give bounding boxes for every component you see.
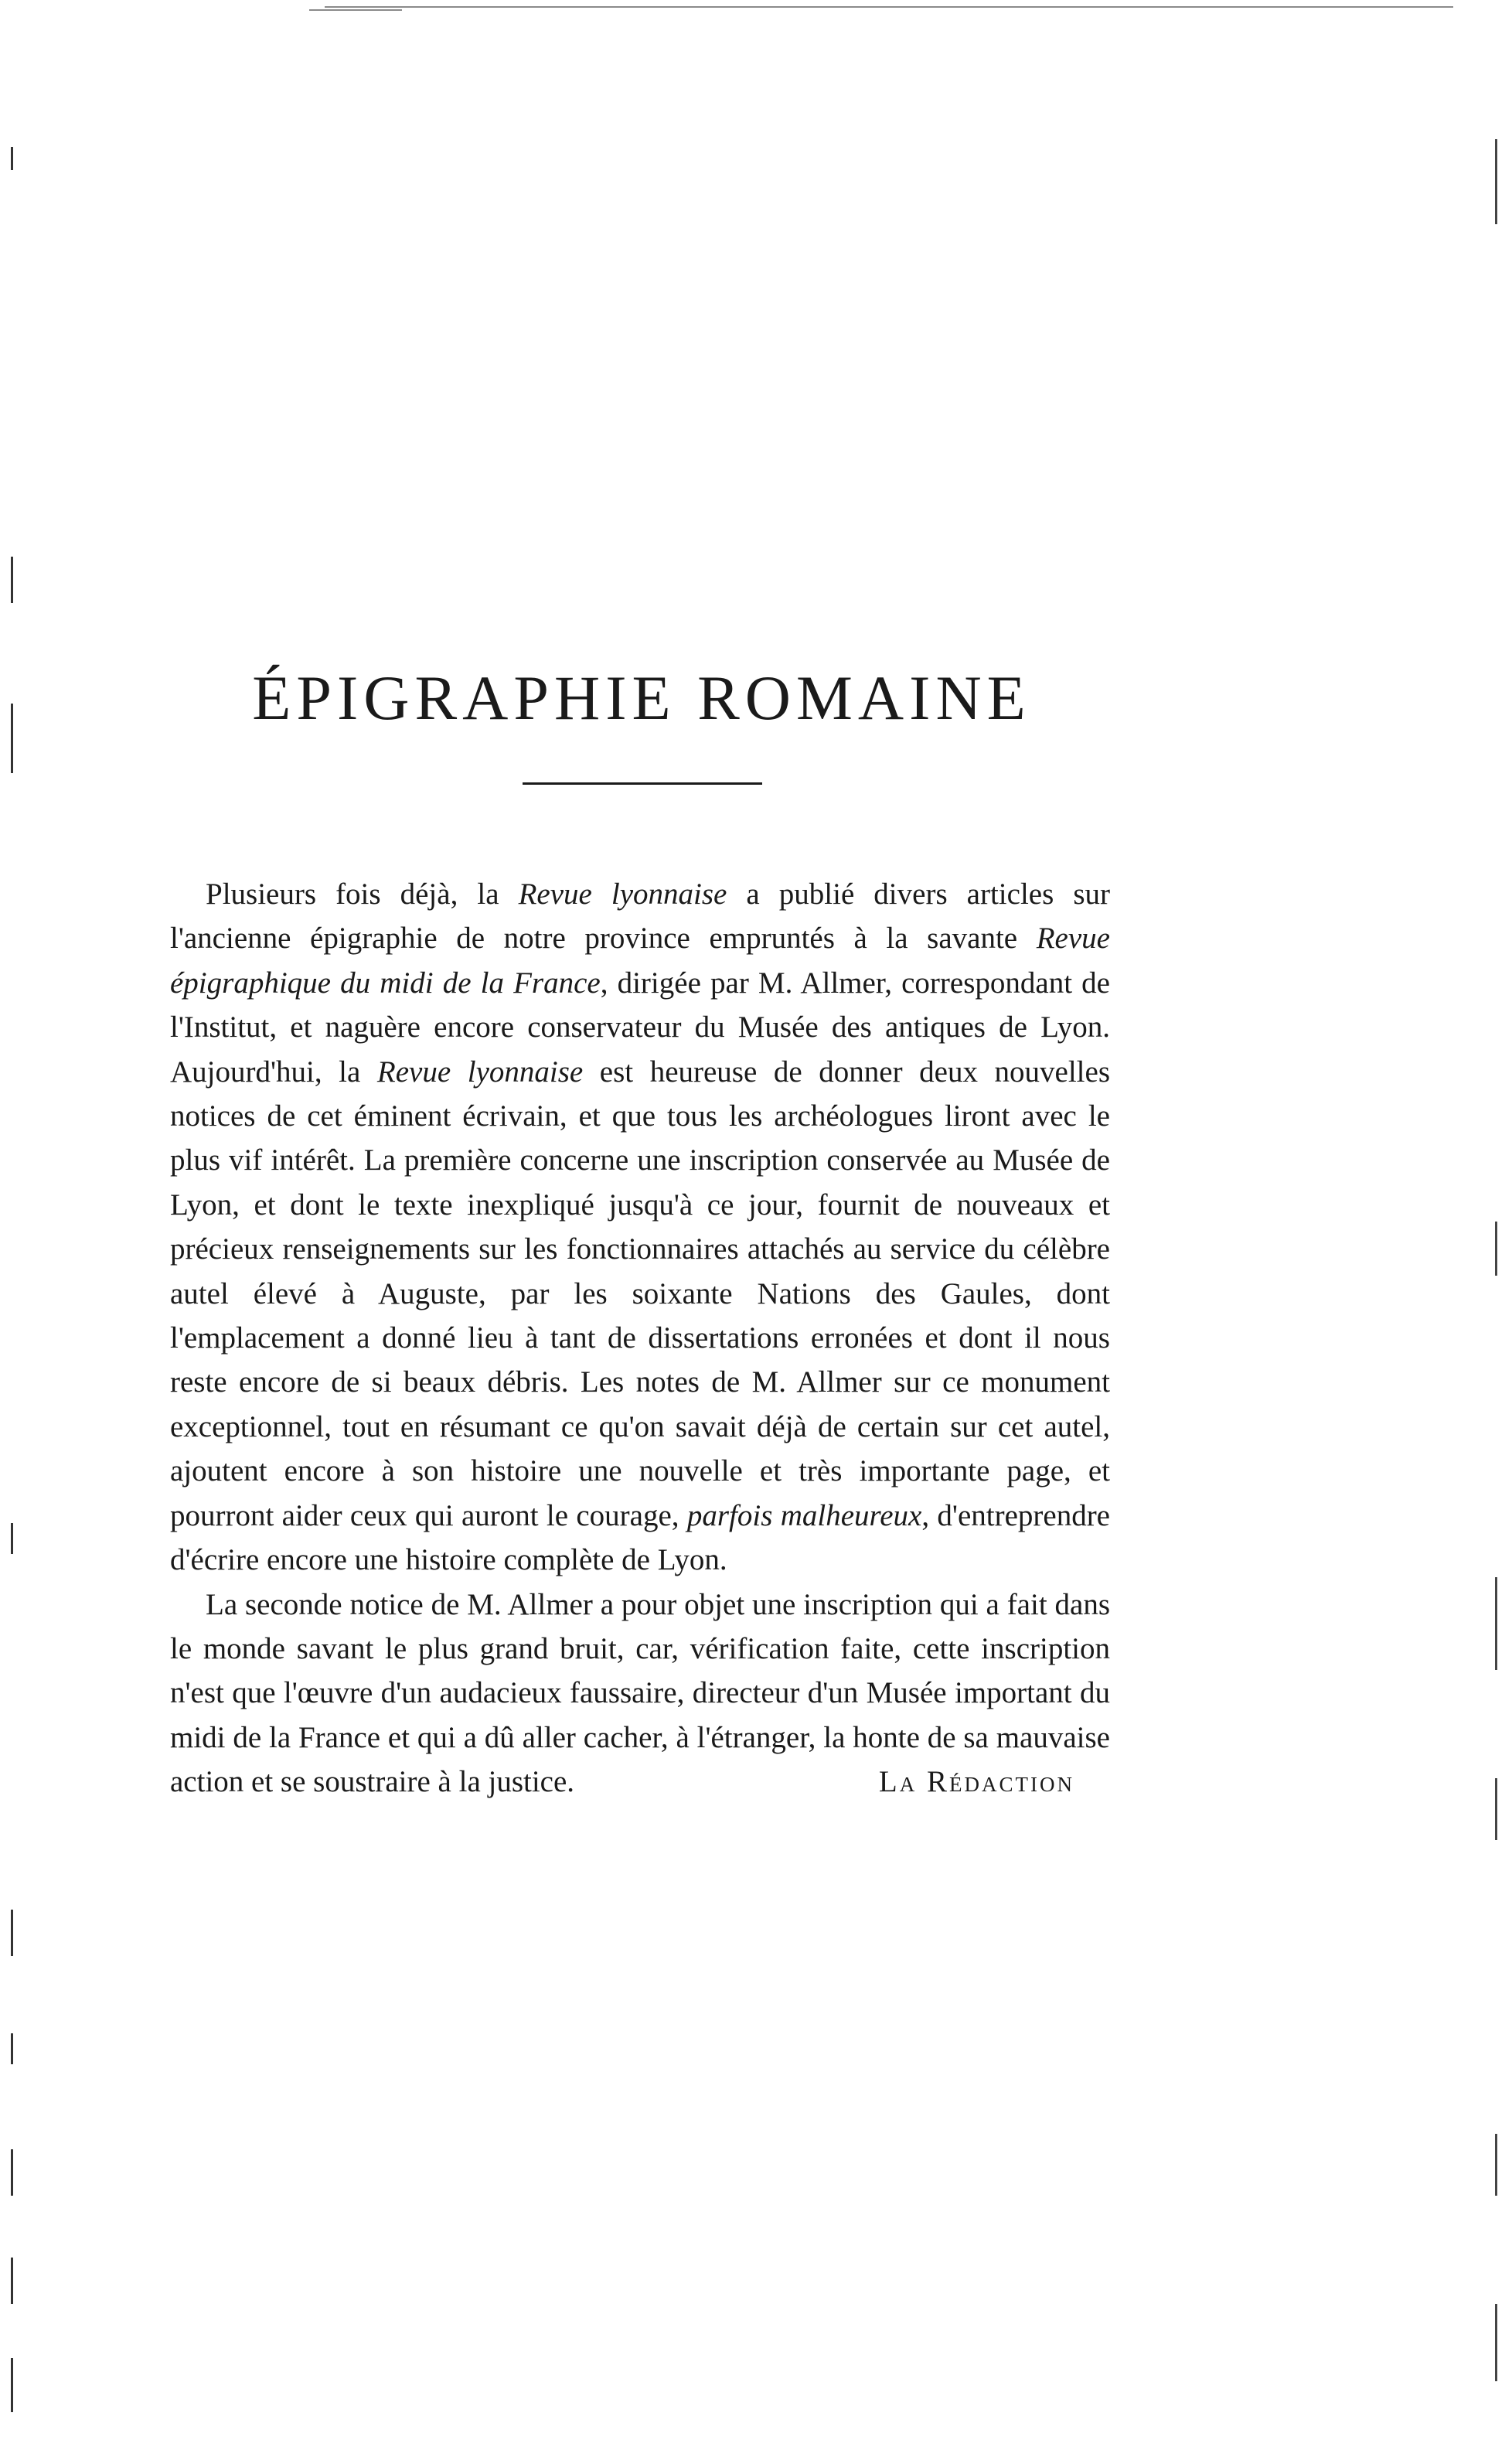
italic-title-run: Revue épigraphique du midi de la France (170, 922, 1110, 1000)
scan-edge-mark (11, 1910, 13, 1956)
italic-title-run: Revue lyonnaise (518, 878, 727, 911)
paragraph-second-text: La seconde notice de M. Allmer a pour objet une inscription qui a fait dans le monde savant le plus grand bruit, car, vérification faite, cette inscription n'est que l'œuvre d'un audacieux faussaire, directeur d'un Musée important du midi de la France et qui a dû aller cacher, à l'étranger, la honte de sa mauvaise action et se soustraire à la justice. (170, 1587, 1110, 1799)
italic-title-run: Revue lyonnaise (376, 1055, 584, 1089)
scan-edge-mark (11, 2149, 13, 2196)
text-run: , dirigée par M. Allmer, correspondant de l'Institut, et naguère encore conservateur du Musée des antiques de Lyon. Aujourd'hui, la (170, 966, 1110, 1089)
text-run: a publié divers articles sur l'ancienne épigraphie de notre province empruntés à la savante (170, 878, 1110, 956)
scan-edge-mark (1495, 2134, 1497, 2196)
scan-edge-mark (11, 704, 13, 773)
text-run: Plusieurs fois déjà, la (206, 878, 519, 911)
scan-edge-mark (11, 2258, 13, 2304)
scan-edge-mark (11, 2033, 13, 2064)
scan-artifact-rule (325, 6, 1453, 8)
title-divider (523, 782, 762, 785)
scan-edge-mark (11, 2358, 13, 2412)
scan-edge-mark (1495, 2304, 1497, 2381)
body-text (170, 872, 1110, 1804)
italic-title-run: parfois malheureux (686, 1498, 922, 1532)
scan-edge-mark (1495, 1577, 1497, 1670)
scan-edge-mark (11, 147, 13, 170)
scan-artifact-rule (309, 9, 402, 11)
page-title: ÉPIGRAPHIE ROMAINE (252, 663, 1031, 733)
scan-edge-mark (1495, 1778, 1497, 1840)
paragraph-second-notice (170, 1583, 1110, 1804)
paragraph-intro (170, 872, 1110, 1583)
scan-edge-mark (1495, 1222, 1497, 1276)
signature: La Rédaction (878, 1765, 1074, 1799)
text-run: , d'entreprendre d'écrire encore une histoire complète de Lyon. (170, 1498, 1110, 1577)
text-run: est heureuse de donner deux nouvelles notices de cet éminent écrivain, et que tous les archéologues liront avec le plus vif intérêt. La première concerne une inscription conservée au Musée de Lyon, et dont le texte inexpliqué jusqu'à ce jour, fournit de nouveaux et précieux renseignements sur les fonctionnaires attachés au service du célèbre autel élevé à Auguste, par les soixante Nations des Gaules, dont l'emplacement a donné lieu à tant de dissertations erronées et dont il nous reste encore de si beaux débris. Les notes de M. Allmer sur ce monument exceptionnel, tout en résumant ce qu'on savait déjà de certain sur cet autel, ajoutent encore à son histoire une nouvelle et très importante page, et pourront aider ceux qui auront le courage, (170, 1055, 1110, 1532)
scan-edge-mark (11, 557, 13, 603)
scan-edge-mark (11, 1523, 13, 1554)
scan-edge-mark (1495, 139, 1497, 224)
